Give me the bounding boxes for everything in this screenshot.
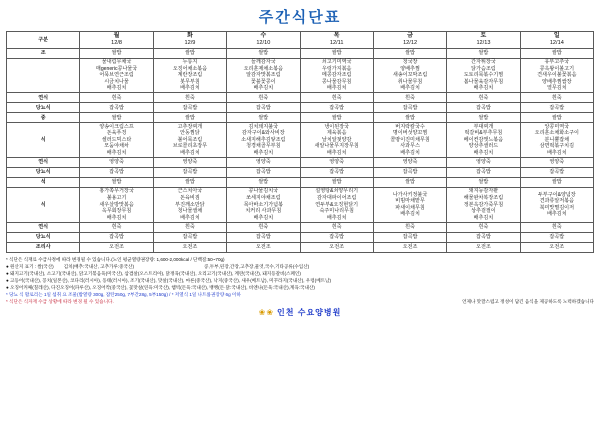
menu-item: 계란장조림 xyxy=(177,72,203,79)
note-right: 언제나 맛깔스럽고 정성이 담긴 음식을 제공하도록 노력하겠습니다 xyxy=(462,299,594,305)
day-date: 12/10 xyxy=(256,40,271,47)
menu-cell: 흰죽 xyxy=(373,222,446,232)
table-row xyxy=(7,177,594,187)
menu-item: 앙콩미역국 xyxy=(544,123,570,130)
menu-item: 매generic콩나물국 xyxy=(95,65,138,72)
note-text: ● 고등어(국내산), 꽁치(일본산), 코다리(러시아), 동태(러시아), 조기(국내산), 맛살(국내산), 마른(중국산), 낙지(중국산), 새우(베트남), 미꾸라지(국내산), 우렁(베트남) xyxy=(6,277,332,283)
day-name: 월 xyxy=(113,32,120,39)
menu-cell xyxy=(300,123,373,158)
table-row xyxy=(7,48,594,58)
page-title: 주간식단표 xyxy=(258,9,342,26)
note-text: ● 돼지고기(국내산), 소고기(국내산), 닭고기볶음육(미국산), 삼겹살(오스트리아), 닭정육(국내산), 오리고기(국내산), 계란(국내산), 돼지등갈비(스페인) xyxy=(6,270,301,276)
menu-item: 청나물샐채 xyxy=(177,208,203,215)
menu-item: 닭가슴조림 xyxy=(471,65,496,72)
menu-cell: 영양죽 xyxy=(80,157,153,167)
menu-cell: 흰죽 xyxy=(300,222,373,232)
table-row xyxy=(7,167,594,177)
menu-item: 봇무부침 xyxy=(180,78,200,85)
menu-item: 불용고기 xyxy=(106,195,127,201)
menu-cell xyxy=(153,187,226,222)
menu-item: 양상추샐러드 xyxy=(468,143,499,150)
menu-cell: 쌀밥 xyxy=(80,48,153,58)
row-label: 조리사 xyxy=(7,242,80,252)
menu-cell: 잡곡밥 xyxy=(300,232,373,242)
day-name: 금 xyxy=(407,32,413,39)
menu-cell xyxy=(80,58,153,93)
menu-cell: 흰죽 xyxy=(300,93,373,103)
header-label: 구분 xyxy=(7,32,80,49)
menu-cell xyxy=(227,58,300,93)
menu-item: 비빔마채맡무 xyxy=(395,198,425,205)
menu-item: 견새우이불꽃볶음 xyxy=(537,72,577,79)
table-row xyxy=(7,93,594,103)
menu-item: 목아바소기가념볶 xyxy=(243,201,283,208)
menu-item: 배추김치 xyxy=(473,85,494,92)
menu-cell: 쌀밥 xyxy=(300,48,373,58)
header-day-tue xyxy=(153,32,226,49)
menu-cell: 쌀밥 xyxy=(80,177,153,187)
menu-item: 쏘세지야채조림 xyxy=(246,195,281,201)
menu-item: 제육볶음 xyxy=(326,130,347,137)
menu-cell: 잡곡밥 xyxy=(520,232,593,242)
menu-item: 들깨감자국 xyxy=(251,59,276,66)
menu-item: 돈육푸겅 xyxy=(106,130,127,137)
flower-icon: ❀❀ xyxy=(258,308,275,318)
menu-cell: 오전조 xyxy=(80,242,153,252)
menu-item: 떡갈비&부추무침 xyxy=(464,130,503,137)
menu-item: 옥무회장무침 xyxy=(101,208,132,215)
menu-item: 배추김치 xyxy=(326,214,347,221)
menu-item: 콩나물김치국 xyxy=(248,188,279,195)
menu-cell: 흰죽 xyxy=(447,222,520,232)
menu-cell xyxy=(520,123,593,158)
menu-item: 새우살방맛볶음 xyxy=(99,201,134,208)
menu-cell: 잡곡밥 xyxy=(227,167,300,177)
menu-item: 날치알젖양감 xyxy=(321,136,352,143)
day-date: 12/13 xyxy=(476,40,491,47)
menu-cell: 쌀밥 xyxy=(300,177,373,187)
menu-cell: 잡곡밥 xyxy=(153,232,226,242)
menu-item: 배추김치 xyxy=(326,149,347,156)
menu-cell: 잡곡밥 xyxy=(153,167,226,177)
menu-cell xyxy=(227,187,300,222)
menu-item: 양배추찜 xyxy=(400,65,420,72)
menu-item: 정본옥감가죽무침 xyxy=(463,201,504,208)
menu-item: 배추김치 xyxy=(253,149,274,156)
menu-item: 배추김치 xyxy=(473,149,494,156)
note-line xyxy=(6,298,594,305)
menu-item: 설영탕&쇠양무리기 xyxy=(315,188,359,195)
menu-item: 배추김치 xyxy=(253,85,274,92)
menu-item: 돈육비짐 xyxy=(180,195,200,201)
table-row xyxy=(7,123,594,158)
note-text: * 식단은 식재료 수급사정에 따라 변경될 수 있습니다.(노인 평균열량권장량: 1,600-2,000kcal / 단백질:50~70g) xyxy=(6,256,225,262)
header-day-wed xyxy=(227,32,300,49)
table-row xyxy=(7,242,594,252)
table-row xyxy=(7,187,594,222)
menu-cell: 흰죽 xyxy=(227,222,300,232)
menu-cell xyxy=(300,58,373,93)
footer xyxy=(6,307,594,318)
table-row xyxy=(7,157,594,167)
menu-item: 소새지해추김앟조림 xyxy=(241,136,286,143)
menu-item: 배추김치 xyxy=(400,149,420,156)
menu-item: 배추김치 xyxy=(106,85,127,92)
header-day-fri xyxy=(373,32,446,49)
day-date: 12/11 xyxy=(329,40,344,47)
menu-cell xyxy=(447,58,520,93)
menu-cell: 흰죽 xyxy=(373,93,446,103)
row-label: 연식 xyxy=(7,157,80,167)
menu-cell: 잡곡밥 xyxy=(300,103,373,113)
menu-item: 홍가쪽무거장국 xyxy=(99,188,134,195)
table-row xyxy=(7,232,594,242)
menu-cell: 잡곡밥 xyxy=(80,103,153,113)
row-label: 식 xyxy=(7,187,80,222)
menu-item: 치커리 사과무침 xyxy=(245,208,282,215)
row-label xyxy=(7,58,80,93)
menu-item: 봄나물육감자무침 xyxy=(463,78,504,85)
menu-cell: 오전조 xyxy=(153,242,226,252)
menu-cell xyxy=(153,58,226,93)
menu-cell xyxy=(520,58,593,93)
menu-item: 오리훈제채소볶음 xyxy=(243,65,283,72)
menu-item: 해물완차복장조림 xyxy=(463,195,504,201)
menu-cell: 쌀밥 xyxy=(80,113,153,123)
row-label: 당뇨식 xyxy=(7,103,80,113)
menu-item: 시금치나물 xyxy=(104,78,129,85)
menu-item: 물내림무채국 xyxy=(101,59,132,66)
header-day-sun xyxy=(520,32,593,49)
menu-item: 어묵브연근조림 xyxy=(99,72,134,79)
menu-cell: 흰죽 xyxy=(80,222,153,232)
row-label: 조 xyxy=(7,48,80,58)
menu-cell: 영양죽 xyxy=(300,157,373,167)
menu-cell: 쌀밥 xyxy=(373,113,446,123)
menu-item: 배추김치 xyxy=(400,85,420,92)
menu-cell: 잡곡밥 xyxy=(447,103,520,113)
menu-item: 베이컨감깻느볶음 xyxy=(463,136,504,143)
menu-cell: 쌀밥 xyxy=(447,177,520,187)
menu-cell: 쌀밥 xyxy=(447,113,520,123)
menu-item: 김치돼지불국 xyxy=(248,123,279,130)
menu-cell: 영양죽 xyxy=(153,157,226,167)
menu-cell: 잡곡밥 xyxy=(447,167,520,177)
menu-cell: 쌀밥 xyxy=(373,48,446,58)
menu-cell xyxy=(227,123,300,158)
menu-cell: 잡곡밥 xyxy=(373,103,446,113)
menu-item: 배추김치 xyxy=(400,211,420,218)
menu-cell: 쌀밥 xyxy=(447,48,520,58)
hospital-name: 인천 수요양병원 xyxy=(277,308,342,318)
day-name: 목 xyxy=(333,32,340,39)
menu-cell: 쌀밥 xyxy=(373,177,446,187)
menu-item: 오리훈소채화소구이 xyxy=(534,130,579,137)
menu-cell xyxy=(373,58,446,93)
menu-cell: 쌀밥 xyxy=(153,48,226,58)
menu-cell: 오전조 xyxy=(373,242,446,252)
menu-cell: 잡곡밥 xyxy=(153,103,226,113)
menu-cell: 쌀밥 xyxy=(520,48,593,58)
day-date: 12/12 xyxy=(403,40,418,47)
menu-cell: 영양죽 xyxy=(373,157,446,167)
menu-item: 유부고추국 xyxy=(544,59,570,66)
menu-cell: 흰죽 xyxy=(80,93,153,103)
menu-cell xyxy=(80,187,153,222)
menu-item: 도토리묵볶수기찜 xyxy=(463,72,504,79)
row-label: 당뇨식 xyxy=(7,232,80,242)
menu-item: 알감자맛볶조림 xyxy=(246,72,281,79)
menu-cell: 잡곡밥 xyxy=(447,232,520,242)
menu-cell: 영양죽 xyxy=(447,157,520,167)
table-row xyxy=(7,222,594,232)
table-row xyxy=(7,113,594,123)
menu-cell: 영양죽 xyxy=(520,157,593,167)
menu-cell: 흰죽 xyxy=(520,93,593,103)
day-name: 토 xyxy=(480,32,487,39)
menu-item: 양배추찜쌈장 xyxy=(542,78,572,85)
menu-item: 파새이채무침 xyxy=(395,204,425,211)
day-name: 일 xyxy=(553,32,560,39)
menu-item: 배추김치 xyxy=(546,149,567,156)
header-day-thu xyxy=(300,32,373,49)
menu-cell xyxy=(447,123,520,158)
menu-item: 돼지능감자팥 xyxy=(468,188,499,195)
row-label: 연식 xyxy=(7,222,80,232)
menu-item: 부대찌개 xyxy=(473,123,494,130)
menu-item: 콩옥왕이볼고기 xyxy=(539,65,575,72)
menu-cell: 쌀밥 xyxy=(227,48,300,58)
menu-cell: 잡곡밥 xyxy=(373,167,446,177)
menu-cell: 오전조 xyxy=(520,242,593,252)
menu-cell: 쌀밥 xyxy=(227,113,300,123)
menu-cell: 쌀밥 xyxy=(153,177,226,187)
menu-cell: 흰죽 xyxy=(153,222,226,232)
menu-item: 냉이된장국 xyxy=(324,123,349,130)
menu-cell xyxy=(520,187,593,222)
table-row xyxy=(7,58,594,93)
menu-item: 메콩감자조림 xyxy=(321,72,352,79)
menu-cell: 잡곡밥 xyxy=(80,232,153,242)
note-line xyxy=(6,263,594,270)
menu-cell: 잡곡밥 xyxy=(227,232,300,242)
day-name: 수 xyxy=(260,32,267,39)
menu-item: 배추김치 xyxy=(546,211,567,218)
menu-cell: 잡곡밥 xyxy=(520,167,593,177)
menu-cell: 흰죽 xyxy=(520,222,593,232)
row-label: 석 xyxy=(7,177,80,187)
note-line xyxy=(6,277,594,284)
row-label: 식 xyxy=(7,123,80,158)
menu-item: 연두부&오징현닭기 xyxy=(315,201,359,208)
menu-item: 배추김치 xyxy=(473,214,494,221)
menu-item: 고추장찌개 xyxy=(177,123,203,130)
menu-item: 셀러드믹스타 xyxy=(101,136,132,143)
menu-item: 상추겉절이 xyxy=(471,208,496,215)
menu-cell xyxy=(300,187,373,222)
menu-item: 두부구이&양념장 xyxy=(537,191,576,198)
menu-item: 배추김치 xyxy=(180,214,200,221)
note-line xyxy=(6,284,594,291)
menu-item: 꽃블꽃콩이 xyxy=(251,78,276,85)
menu-item: 삼면떡볶구치김 xyxy=(539,143,575,150)
note-text: * 당뇨 식 활로리는 1일 섭취 요 조물(밥열량 300g, 잡탄250g, 7부간28g, 5부150g) / * 저열식 1일 나트륨권장량 6g 이하 xyxy=(6,292,241,298)
menu-cell: 쌀밥 xyxy=(520,113,593,123)
menu-item: 감자대파이어조림 xyxy=(317,195,357,201)
menu-item: 배추김치 xyxy=(180,85,200,92)
menu-cell: 잡곡밥 xyxy=(373,232,446,242)
note-line xyxy=(6,270,594,277)
menu-cell xyxy=(373,187,446,222)
menu-item: 배추김치 xyxy=(253,214,274,221)
menu-item: 근스치아국 xyxy=(177,188,203,195)
menu-item: 취나물무침 xyxy=(397,78,423,85)
menu-item: 불어묵조림 xyxy=(177,136,203,143)
row-label: 당뇨식 xyxy=(7,167,80,177)
menu-cell: 쌀밥 xyxy=(227,177,300,187)
menu-item: 새송이꼬막조림 xyxy=(392,72,428,79)
menu-item: 배추김치 xyxy=(106,149,127,156)
menu-item: 간자튀장국 xyxy=(471,59,496,66)
day-date: 12/9 xyxy=(184,40,196,47)
menu-item: 배추김치 xyxy=(106,214,127,221)
note-sub: 김치(배추:국내산, 고추가루:중국산) xyxy=(63,263,135,269)
menu-item: 견과류알저볶음 xyxy=(539,198,575,205)
menu-cell: 오전조 xyxy=(447,242,520,252)
menu-cell xyxy=(80,123,153,158)
menu-cell: 쌀밥 xyxy=(300,113,373,123)
menu-item: 새알나물무지장무침 xyxy=(314,143,359,150)
note-line xyxy=(6,291,594,298)
header-day-sat xyxy=(447,32,520,49)
menu-item: 배추김치 xyxy=(326,85,347,92)
menu-cell xyxy=(447,187,520,222)
menu-item: 안동찜닭 xyxy=(180,130,200,137)
menu-item: 열무김치 xyxy=(546,85,567,92)
note-text: ● 오징어커째(칠레산), 다진오징어(파루산), 오징어칵(중국산), 꽃맛살(연육:미국산), 햄빅(돈육:국내산), 뱅뱅(돈·닭:국내산), 비엔나(돈육:국내산),계육:국내산) xyxy=(6,285,315,290)
menu-cell: 잡곡밥 xyxy=(520,103,593,113)
notes-block xyxy=(6,256,594,306)
menu-cell: 잡곡밥 xyxy=(227,103,300,113)
hospital-footer xyxy=(259,307,342,318)
menu-item: 배추김치 xyxy=(180,149,200,156)
menu-item: 청경채골무부침 xyxy=(246,143,281,150)
menu-cell: 영양죽 xyxy=(227,157,300,167)
menu-item: 모둠야채차 xyxy=(104,143,129,150)
day-date: 12/14 xyxy=(549,40,564,47)
weekly-menu-table xyxy=(6,31,594,253)
row-label: 연식 xyxy=(7,93,80,103)
menu-item: 버지락칼국수 xyxy=(395,123,425,130)
menu-item: 양송이크림스프 xyxy=(99,123,134,130)
menu-cell: 흰죽 xyxy=(153,93,226,103)
table-header-row xyxy=(7,32,594,49)
menu-item: 오징어채소볶음 xyxy=(172,65,208,72)
menu-cell xyxy=(373,123,446,158)
menu-cell: 흰죽 xyxy=(447,93,520,103)
menu-item: 부진깨소만닭 xyxy=(175,201,205,208)
menu-item: 나가사키정불국 xyxy=(392,191,428,198)
menu-item: 쇠고기미역국 xyxy=(321,59,352,66)
menu-item: 분니뿔잡채 xyxy=(544,136,570,143)
menu-item: 숙주미나리무침 xyxy=(319,208,354,215)
note-line xyxy=(6,256,594,263)
menu-cell: 쌀밥 xyxy=(520,177,593,187)
table-body xyxy=(7,48,594,252)
menu-item: 우렁가지볶음 xyxy=(321,65,352,72)
menu-item: 북미맛멸김이저 xyxy=(539,204,575,211)
menu-cell: 잡곡밥 xyxy=(80,167,153,177)
header-day-mon xyxy=(80,32,153,49)
menu-item: 콩나물감무침 xyxy=(321,78,352,85)
row-label: 중 xyxy=(7,113,80,123)
menu-cell: 흰죽 xyxy=(227,93,300,103)
menu-cell: 잡곡밥 xyxy=(300,167,373,177)
menu-item: 브로콜리초장무 xyxy=(172,143,208,150)
menu-cell: 오전조 xyxy=(227,242,300,252)
note-text: * 식단은 식자재 수급 상황에 따라 변경 될 수 있습니다. xyxy=(6,299,114,305)
menu-cell: 오전조 xyxy=(300,242,373,252)
menu-cell xyxy=(153,123,226,158)
menu-item: 청국장 xyxy=(402,59,418,66)
menu-item: 콜땅이진미채무침 xyxy=(390,136,430,143)
menu-cell: 쌀밥 xyxy=(153,113,226,123)
note-text: ● 원산지 표기 : 쌀(국산) xyxy=(6,263,54,269)
menu-item: 감자구이&와사비장 xyxy=(241,130,285,137)
table-row xyxy=(7,103,594,113)
menu-item: 명이버섯양꼬찜 xyxy=(392,130,428,137)
menu-item: 누룽지 xyxy=(182,59,198,66)
day-name: 화 xyxy=(187,32,193,39)
day-date: 12/8 xyxy=(111,40,122,47)
menu-item: 사과무스 xyxy=(400,143,420,150)
note-sub2: 콩,두부,된장,간장,고추장,물엿,국수,기타공류(수입산) xyxy=(204,263,310,269)
